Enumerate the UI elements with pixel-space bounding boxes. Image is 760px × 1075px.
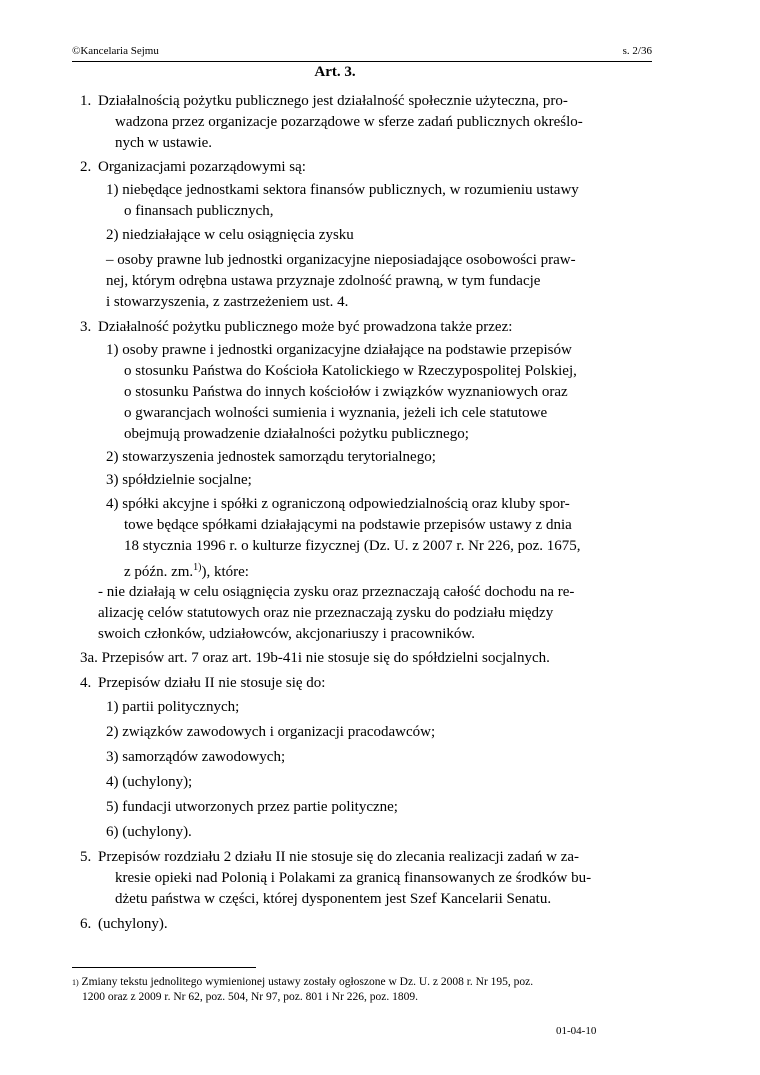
page-number: s. 2/36 <box>622 45 652 57</box>
footnote-separator <box>72 967 256 968</box>
s3-text: Działalność pożytku publicznego może być prowadzona także przez: <box>98 319 513 335</box>
s3-tail-1: - nie działają w celu osiągnięcia zysku oraz przeznaczają całość dochodu na re- <box>98 584 575 600</box>
footnote-ref-1[interactable]: 1) <box>193 562 202 573</box>
s4-num: 4. <box>80 675 92 691</box>
s3a-text: 3a. Przepisów art. 7 oraz art. 19b-41i nie stosuje się do spółdzielni socjalnych. <box>80 650 550 666</box>
page-header <box>72 45 652 62</box>
s1-line1: Działalnością pożytku publicznego jest działalność społecznie użyteczna, pro- <box>98 93 568 109</box>
s2-text: Organizacjami pozarządowymi są: <box>98 159 306 175</box>
s3-item1-c: o stosunku Państwa do innych kościołów i związków wyznaniowych oraz <box>124 384 568 400</box>
s5-num: 5. <box>80 849 92 865</box>
footer-date: 01-04-10 <box>556 1025 597 1037</box>
s3-item4-d-post: ), które: <box>201 564 249 580</box>
footnote-line2: 1200 oraz z 2009 r. Nr 62, poz. 504, Nr 97, poz. 801 i Nr 226, poz. 1809. <box>82 991 418 1003</box>
s5-line1: Przepisów rozdziału 2 działu II nie stosuje się do zlecania realizacji zadań w za- <box>98 849 580 865</box>
s4-item3: 3) samorządów zawodowych; <box>106 749 286 765</box>
s2-item1-b: o finansach publicznych, <box>124 203 274 219</box>
s4-item4: 4) (uchylony); <box>106 774 193 790</box>
s3-item3: 3) spółdzielnie socjalne; <box>106 472 252 488</box>
s6-num: 6. <box>80 916 92 932</box>
s1-num: 1. <box>80 93 92 109</box>
s5-line2: kresie opieki nad Polonią i Polakami za granicą finansowanych ze środków bu- <box>115 870 592 886</box>
s3-item4-b: towe będące spółkami działającymi na podstawie przepisów ustawy z dnia <box>124 517 572 533</box>
s3-item1-a: 1) osoby prawne i jednostki organizacyjne działające na podstawie przepisów <box>106 342 572 358</box>
s1-line2: wadzona przez organizacje pozarządowe w sferze zadań publicznych określo- <box>115 114 583 130</box>
s2-tail-3: i stowarzyszenia, z zastrzeżeniem ust. 4. <box>106 294 349 310</box>
s1-line3: nych w ustawie. <box>115 135 213 151</box>
s4-item1: 1) partii politycznych; <box>106 699 240 715</box>
footnote-mark: 1) <box>72 978 79 987</box>
s2-tail-2: nej, którym odrębna ustawa przyznaje zdolność prawną, w tym fundacje <box>106 273 541 289</box>
s2-item2: 2) niedziałające w celu osiągnięcia zysku <box>106 227 354 243</box>
s3-item4-d <box>124 557 249 583</box>
s4-item2: 2) związków zawodowych i organizacji pracodawców; <box>106 724 436 740</box>
s6-text: (uchylony). <box>98 916 168 932</box>
header-source: ©Kancelaria Sejmu <box>72 45 159 57</box>
footnote-line1 <box>72 975 602 990</box>
s3-item1-e: obejmują prowadzenie działalności pożytku publicznego; <box>124 426 469 442</box>
s4-text: Przepisów działu II nie stosuje się do: <box>98 675 326 691</box>
s2-tail-1: – osoby prawne lub jednostki organizacyjne nieposiadające osobowości praw- <box>106 252 576 268</box>
footnote-text-1: Zmiany tekstu jednolitego wymienionej ustawy zostały ogłoszone w Dz. U. z 2008 r. Nr 195, poz. <box>78 976 534 988</box>
s3-item4-c: 18 stycznia 1996 r. o kulturze fizycznej (Dz. U. z 2007 r. Nr 226, poz. 1675, <box>124 538 581 554</box>
s3-tail-3: swoich członków, udziałowców, akcjonariuszy i pracowników. <box>98 626 475 642</box>
s3-item2: 2) stowarzyszenia jednostek samorządu terytorialnego; <box>106 449 436 465</box>
s4-item5: 5) fundacji utworzonych przez partie polityczne; <box>106 799 398 815</box>
s2-num: 2. <box>80 159 92 175</box>
s3-item1-b: o stosunku Państwa do Kościoła Katolickiego w Rzeczypospolitej Polskiej, <box>124 363 577 379</box>
s3-item4-d-pre: z późn. zm. <box>124 564 194 580</box>
s5-line3: dżetu państwa w części, której dysponentem jest Szef Kancelarii Senatu. <box>115 891 552 907</box>
article-title: Art. 3. <box>314 64 356 80</box>
s2-item1-a: 1) niebędące jednostkami sektora finansów publicznych, w rozumieniu ustawy <box>106 182 579 198</box>
s4-item6: 6) (uchylony). <box>106 824 192 840</box>
footnote <box>72 975 602 1005</box>
s3-num: 3. <box>80 319 92 335</box>
s3-item1-d: o gwarancjach wolności sumienia i wyznania, jeżeli ich cele statutowe <box>124 405 548 421</box>
s3-item4-a: 4) spółki akcyjne i spółki z ograniczoną odpowiedzialnością oraz kluby spor- <box>106 496 570 512</box>
s3-tail-2: alizację celów statutowych oraz nie przeznaczają zysku do podziału między <box>98 605 554 621</box>
